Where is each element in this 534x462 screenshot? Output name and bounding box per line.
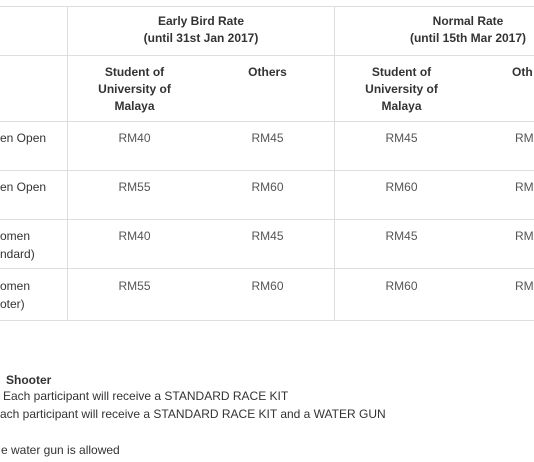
sub-header-line: Student of: [104, 65, 165, 79]
price-cell: RM55: [118, 279, 151, 293]
row-label-line: en Open: [0, 131, 47, 145]
price-cell: RM: [515, 279, 534, 293]
group-header-normal: [335, 13, 534, 47]
row-label-line: omen: [0, 229, 31, 243]
table-divider: [0, 121, 534, 122]
sub-header-line: Malaya: [114, 99, 155, 113]
row-label: [0, 178, 46, 196]
note-line: e water gun is allowed: [1, 443, 120, 457]
price-cell: RM60: [251, 279, 284, 293]
group-header-subtitle: (until 15th Mar 2017): [409, 31, 527, 45]
group-header-early-bird: [68, 13, 334, 47]
sub-header-line: Malaya: [381, 99, 422, 113]
price-cell: RM45: [251, 131, 284, 145]
price-cell: RM45: [385, 229, 418, 243]
table-divider: [0, 219, 534, 220]
row-label-line: ndard): [0, 247, 35, 261]
price-cell: RM40: [118, 131, 151, 145]
sub-header-line: University of: [98, 82, 171, 96]
table-border-top: [0, 6, 534, 7]
row-label-line: en Open: [0, 180, 47, 194]
price-cell: RM60: [385, 180, 418, 194]
table-divider: [0, 268, 534, 269]
notes-heading: Shooter: [6, 373, 52, 387]
note-line: ach participant will receive a STANDARD RACE KIT and a WATER GUN: [0, 407, 386, 421]
price-cell: RM45: [251, 229, 284, 243]
group-header-title: Early Bird Rate: [157, 14, 245, 28]
row-label-line: omen: [0, 279, 31, 293]
note-line: Each participant will receive a STANDARD RACE KIT: [3, 389, 289, 403]
sub-header-line: Others: [248, 65, 287, 79]
sub-header-others: [512, 64, 534, 81]
sub-header-line: Student of: [371, 65, 432, 79]
price-cell: RM40: [118, 229, 151, 243]
sub-header-others: [201, 64, 334, 81]
table-divider: [0, 170, 534, 171]
table-col-divider: [67, 6, 68, 321]
table-divider: [0, 55, 534, 56]
price-cell: RM45: [385, 131, 418, 145]
sub-header-line: Oth: [512, 65, 533, 79]
row-label-line: oter): [0, 297, 25, 311]
group-header-title: Normal Rate: [432, 14, 504, 28]
sub-header-student: [335, 64, 468, 115]
price-cell: RM60: [385, 279, 418, 293]
price-cell: RM: [515, 180, 534, 194]
sub-header-student: [68, 64, 201, 115]
price-cell: RM: [515, 229, 534, 243]
sub-header-line: University of: [365, 82, 438, 96]
table-col-divider: [334, 6, 335, 321]
price-cell: RM: [515, 131, 534, 145]
row-label: [0, 277, 30, 313]
row-label: [0, 227, 35, 263]
group-header-subtitle: (until 31st Jan 2017): [143, 31, 259, 45]
price-cell: RM55: [118, 180, 151, 194]
price-cell: RM60: [251, 180, 284, 194]
row-label: [0, 129, 46, 147]
table-border-bottom: [0, 320, 534, 321]
